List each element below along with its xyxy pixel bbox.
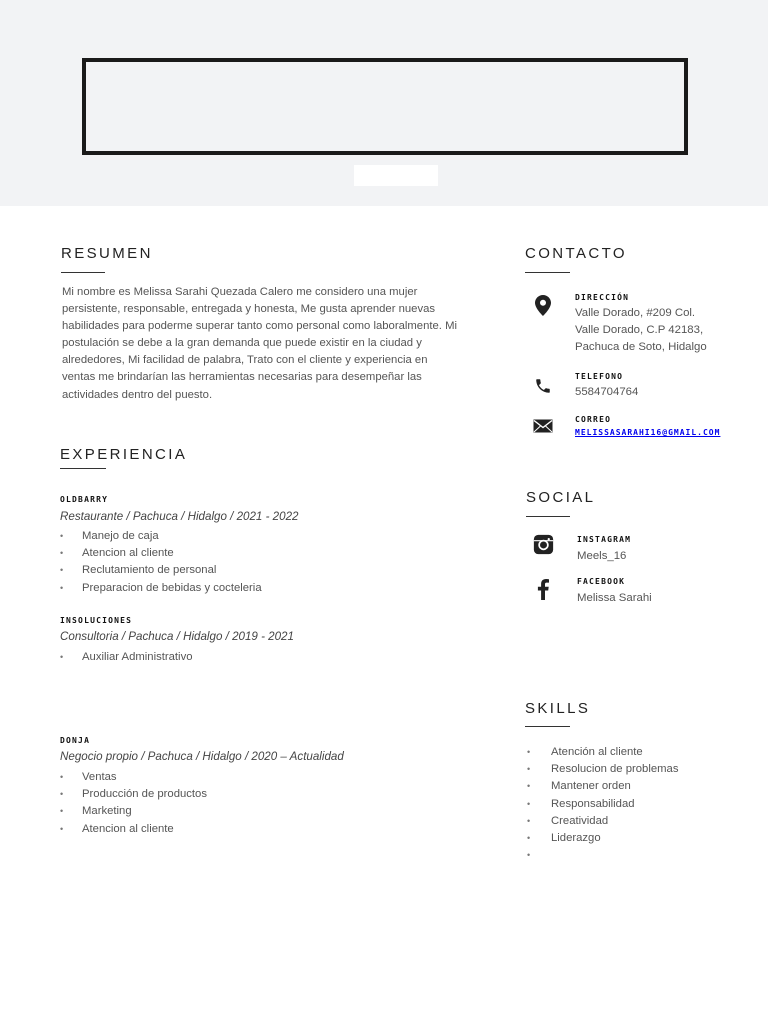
skills-list xyxy=(527,744,678,864)
job-subtitle: Negocio propio / Pachuca / Hidalgo / 2020 – Actualidad xyxy=(60,750,344,763)
list-item: • Creatividad xyxy=(527,813,678,830)
correo-link[interactable]: MELISSASARAHI16@GMAIL.COM xyxy=(575,428,721,437)
resumen-rule xyxy=(61,272,105,273)
facebook-icon[interactable] xyxy=(532,578,554,600)
subtitle-placeholder xyxy=(354,165,438,186)
envelope-icon xyxy=(532,415,554,437)
job-name: OLDBARRY xyxy=(60,495,109,504)
job-subtitle: Restaurante / Pachuca / Hidalgo / 2021 - 2022 xyxy=(60,510,299,523)
list-item: • Auxiliar Administrativo xyxy=(60,649,193,666)
list-item: • Atencion al cliente xyxy=(60,821,207,838)
facebook-name[interactable]: Melissa Sarahi xyxy=(577,592,652,604)
job-name: INSOLUCIONES xyxy=(60,616,133,625)
social-rule xyxy=(526,516,570,517)
social-title: SOCIAL xyxy=(526,489,596,506)
skills-title: SKILLS xyxy=(525,700,591,717)
header-band xyxy=(0,0,768,206)
list-item: • Responsabilidad xyxy=(527,796,678,813)
correo-label: CORREO xyxy=(575,415,612,424)
job-subtitle: Consultoria / Pachuca / Hidalgo / 2019 - 2021 xyxy=(60,630,294,643)
list-item: • Producción de productos xyxy=(60,786,207,803)
instagram-icon[interactable] xyxy=(532,533,554,555)
list-item: • Atencion al cliente xyxy=(60,545,262,562)
list-item: • Reclutamiento de personal xyxy=(60,562,262,579)
location-pin-icon xyxy=(532,294,554,316)
name-frame xyxy=(82,58,688,155)
resumen-text: Mi nombre es Melissa Sarahi Quezada Calero me considero una mujer persistente, responsable, entregada y honesta, Me gusta aprender nuevas habilidades para poderme superar tanto como personal como laboralmente. Mi postulación se debe a la gran demanda que puede existir en la ciudad y alrededores, Mi facilidad de palabra, Trato con el cliente y experiencia en ventas me brindarían las herramientas necesarias para desempeñar las actividades dentro del puesto. xyxy=(62,286,457,401)
list-item: • Marketing xyxy=(60,803,207,820)
list-item: • Liderazgo xyxy=(527,830,678,847)
list-item: • Ventas xyxy=(60,769,207,786)
job-duties-list xyxy=(60,528,262,597)
facebook-label: FACEBOOK xyxy=(577,577,626,586)
instagram-label: INSTAGRAM xyxy=(577,535,632,544)
list-item: • Resolucion de problemas xyxy=(527,761,678,778)
experiencia-title: EXPERIENCIA xyxy=(60,446,188,463)
list-item: • Mantener orden xyxy=(527,778,678,795)
contacto-rule xyxy=(525,272,570,273)
direccion-label: DIRECCIÓN xyxy=(575,293,630,302)
telefono-value: 5584704764 xyxy=(575,386,639,398)
resumen-title: RESUMEN xyxy=(61,245,153,262)
direccion-line: Pachuca de Soto, Hidalgo xyxy=(575,341,707,353)
telefono-label: TELEFONO xyxy=(575,372,624,381)
contacto-title: CONTACTO xyxy=(525,245,627,262)
phone-icon xyxy=(532,375,554,397)
direccion-line: Valle Dorado, #209 Col. xyxy=(575,307,696,319)
list-item: • Manejo de caja xyxy=(60,528,262,545)
skills-rule xyxy=(525,726,570,727)
list-item: • Atención al cliente xyxy=(527,744,678,761)
instagram-handle[interactable]: Meels_16 xyxy=(577,550,627,562)
list-item: • Preparacion de bebidas y cocteleria xyxy=(60,580,262,597)
job-name: DONJA xyxy=(60,736,91,745)
job-duties-list xyxy=(60,769,207,838)
job-duties-list xyxy=(60,649,193,666)
list-item xyxy=(527,847,678,864)
direccion-line: Valle Dorado, C.P 42183, xyxy=(575,324,704,336)
experiencia-rule xyxy=(60,468,106,469)
